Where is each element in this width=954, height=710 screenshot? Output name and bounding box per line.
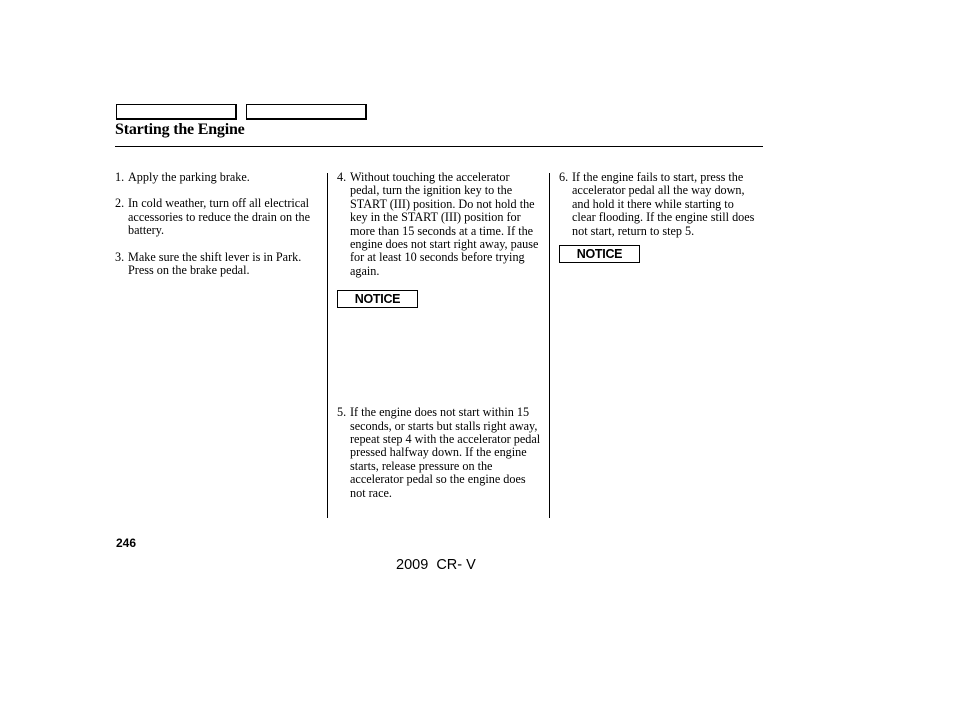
nav-tab-box[interactable] bbox=[246, 104, 367, 120]
footer-model-label: 2009 CR- V bbox=[396, 557, 476, 573]
step-number: 1. bbox=[115, 170, 125, 184]
page-number: 246 bbox=[116, 536, 137, 550]
text-column-right bbox=[559, 171, 759, 263]
step-5 bbox=[337, 406, 542, 500]
notice-label: NOTICE bbox=[337, 290, 418, 308]
notice-label: NOTICE bbox=[559, 245, 640, 263]
step-text: In cold weather, turn off all electrical accessories to reduce the drain on the battery. bbox=[128, 196, 311, 238]
step-number: 6. bbox=[559, 170, 569, 184]
step-2 bbox=[115, 197, 315, 237]
title-divider bbox=[115, 146, 763, 147]
step-4 bbox=[337, 171, 542, 278]
step-number: 3. bbox=[115, 249, 125, 264]
step-text: Without touching the accelerator pedal, turn the ignition key to the START (III) position. Do not hold the key in the START (III) position for more than 15 seconds at a time. If the engine does not start right away, pause for at least 10 seconds before trying again. bbox=[350, 170, 539, 278]
section-title: Starting the Engine bbox=[115, 121, 245, 138]
column-divider bbox=[327, 173, 328, 518]
nav-tab-box[interactable] bbox=[116, 104, 237, 120]
step-1 bbox=[115, 171, 315, 184]
step-text: If the engine does not start within 15 seconds, or starts but stalls right away, repeat step 4 with the accelerator pedal pressed halfway down. If the engine starts, release pressure on the accelerator pedal so the engine does not race. bbox=[350, 405, 541, 500]
text-column-middle bbox=[337, 171, 542, 513]
step-text: If the engine fails to start, press the accelerator pedal all the way down, and hold it there while starting to clear flooding. If the engine still does not start, return to step 5. bbox=[572, 170, 755, 238]
step-number: 2. bbox=[115, 196, 125, 211]
step-3 bbox=[115, 251, 315, 278]
step-6 bbox=[559, 171, 759, 238]
column-divider bbox=[549, 173, 550, 518]
step-text: Make sure the shift lever is in Park. Press on the brake pedal. bbox=[128, 249, 302, 278]
step-number: 4. bbox=[337, 170, 347, 184]
text-column-left bbox=[115, 171, 315, 290]
step-number: 5. bbox=[337, 405, 347, 420]
step-text: Apply the parking brake. bbox=[128, 170, 250, 184]
